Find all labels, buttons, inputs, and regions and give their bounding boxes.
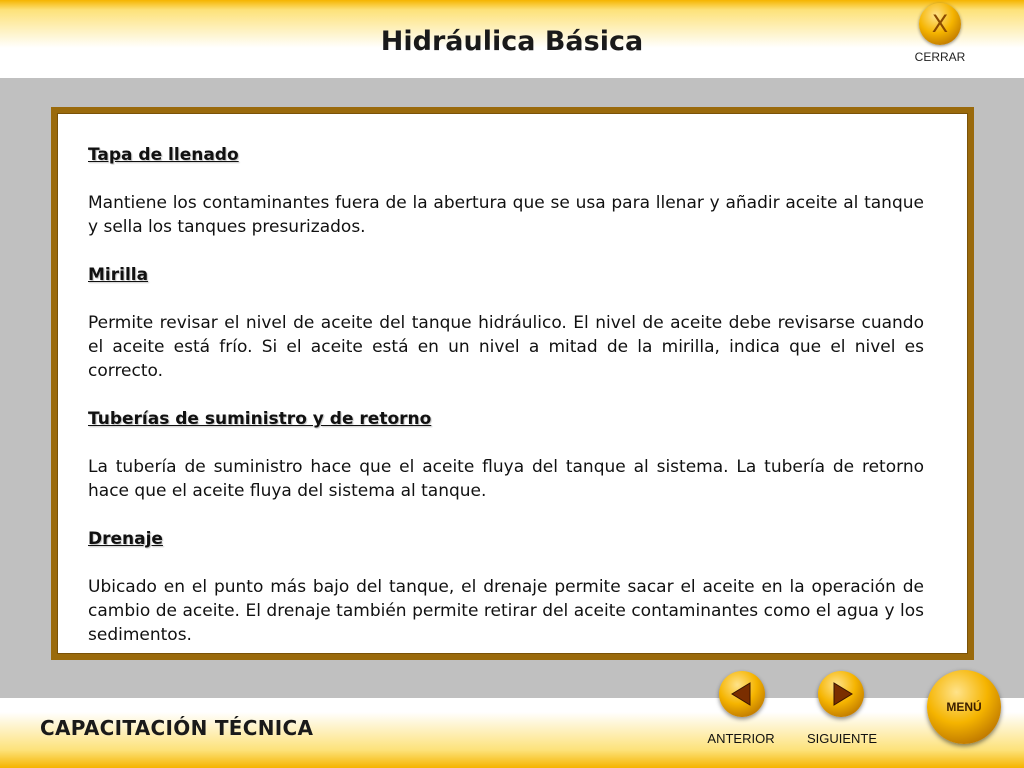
close-button[interactable]: [919, 3, 961, 45]
previous-label[interactable]: ANTERIOR: [707, 731, 775, 746]
section-heading-tapa-de-llenado: Tapa de llenado: [88, 145, 239, 165]
next-button[interactable]: [818, 671, 864, 717]
section-text-tuberias: La tubería de suministro hace que el aceite fluya del tanque al sistema. La tubería de retorno hace que el aceite fluya del sistema al tanque.: [88, 457, 924, 501]
close-label[interactable]: CERRAR: [914, 50, 966, 64]
previous-button[interactable]: [719, 671, 765, 717]
footer-title: CAPACITACIÓN TÉCNICA: [40, 716, 314, 740]
next-label[interactable]: SIGUIENTE: [806, 731, 878, 746]
section-text-drenaje: Ubicado en el punto más bajo del tanque, el drenaje permite sacar el aceite en la operación de cambio de aceite. El drenaje también permite retirar del aceite contaminantes como el agua y los sedimentos.: [88, 577, 924, 645]
section-heading-tuberias: Tuberías de suministro y de retorno: [88, 409, 432, 429]
section-text-mirilla: Permite revisar el nivel de aceite del tanque hidráulico. El nivel de aceite debe revisarse cuando el aceite está frío. Si el aceite está en un nivel a mitad de la mirilla, indica que el nivel es correcto.: [88, 313, 924, 381]
content-text: [88, 143, 924, 647]
section-heading-drenaje: Drenaje: [88, 529, 163, 549]
arrow-left-icon: [719, 671, 765, 717]
content-panel: [51, 107, 974, 660]
section-heading-mirilla: Mirilla: [88, 265, 149, 285]
menu-button[interactable]: [927, 670, 1001, 744]
close-icon: X: [931, 10, 949, 38]
menu-label: MENÚ: [946, 700, 982, 714]
arrow-right-icon: [818, 671, 864, 717]
page-title: Hidráulica Básica: [380, 26, 644, 57]
section-text-tapa-de-llenado: Mantiene los contaminantes fuera de la abertura que se usa para llenar y añadir aceite al tanque y sella los tanques presurizados.: [88, 193, 924, 237]
